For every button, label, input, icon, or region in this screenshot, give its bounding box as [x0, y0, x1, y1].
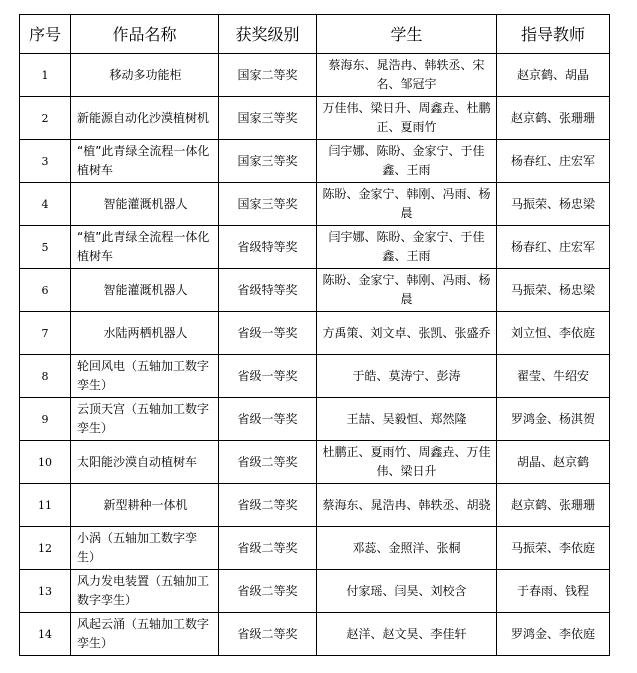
- row-advisors: 杨春红、庄宏军: [497, 140, 610, 183]
- row-work-name: 太阳能沙漠自动植树车: [71, 441, 219, 484]
- row-advisors: 赵京鹤、胡晶: [497, 54, 610, 97]
- row-index: 11: [20, 484, 71, 527]
- row-index: 10: [20, 441, 71, 484]
- row-award-level: 省级二等奖: [219, 484, 317, 527]
- row-award-level: 省级二等奖: [219, 570, 317, 613]
- row-work-name: 风力发电装置（五轴加工数字孪生）: [71, 570, 219, 613]
- row-advisors: 杨春红、庄宏军: [497, 226, 610, 269]
- row-students: 赵洋、赵文昊、李佳轩: [317, 613, 497, 656]
- row-work-name: 智能灌溉机器人: [71, 183, 219, 226]
- row-award-level: 省级二等奖: [219, 441, 317, 484]
- row-work-name: 智能灌溉机器人: [71, 269, 219, 312]
- header-advisors: 指导教师: [497, 15, 610, 54]
- row-students: 邓蕊、金照洋、张桐: [317, 527, 497, 570]
- table-row: [20, 484, 610, 527]
- row-index: 12: [20, 527, 71, 570]
- row-advisors: 翟莹、牛绍安: [497, 355, 610, 398]
- row-work-name: “植”此青绿全流程一体化植树车: [71, 140, 219, 183]
- row-index: 6: [20, 269, 71, 312]
- row-advisors: 罗鸿金、杨淇贺: [497, 398, 610, 441]
- row-students: 杜鹏正、夏雨竹、周鑫垚、万佳伟、梁日升: [317, 441, 497, 484]
- row-award-level: 省级特等奖: [219, 226, 317, 269]
- row-advisors: 赵京鹤、张珊珊: [497, 484, 610, 527]
- row-index: 13: [20, 570, 71, 613]
- row-index: 14: [20, 613, 71, 656]
- table-row: [20, 441, 610, 484]
- header-work-name: 作品名称: [71, 15, 219, 54]
- row-index: 1: [20, 54, 71, 97]
- row-advisors: 马振荣、李依庭: [497, 527, 610, 570]
- table-row: [20, 527, 610, 570]
- row-award-level: 省级二等奖: [219, 527, 317, 570]
- row-students: 付家瑶、闫昊、刘校含: [317, 570, 497, 613]
- row-award-level: 国家三等奖: [219, 97, 317, 140]
- awards-table: [19, 14, 610, 656]
- row-index: 5: [20, 226, 71, 269]
- row-award-level: 省级二等奖: [219, 613, 317, 656]
- row-index: 2: [20, 97, 71, 140]
- row-advisors: 罗鸿金、李依庭: [497, 613, 610, 656]
- header-award-level: 获奖级别: [219, 15, 317, 54]
- row-students: 方禹策、刘文卓、张凯、张盛乔: [317, 312, 497, 355]
- row-students: 蔡海东、晁浩冉、韩轶丞、宋名、邹冠宇: [317, 54, 497, 97]
- row-students: 万佳伟、梁日升、周鑫垚、杜鹏正、夏雨竹: [317, 97, 497, 140]
- row-index: 7: [20, 312, 71, 355]
- row-students: 陈盼、金家宁、韩刚、冯雨、杨晨: [317, 269, 497, 312]
- table-row: [20, 226, 610, 269]
- row-award-level: 国家三等奖: [219, 140, 317, 183]
- row-award-level: 省级一等奖: [219, 355, 317, 398]
- header-index: 序号: [20, 15, 71, 54]
- table-row: [20, 398, 610, 441]
- row-students: 于皓、莫涛宁、彭涛: [317, 355, 497, 398]
- row-students: 蔡海东、晁浩冉、韩轶丞、胡骁: [317, 484, 497, 527]
- row-work-name: 移动多功能柜: [71, 54, 219, 97]
- row-award-level: 省级一等奖: [219, 312, 317, 355]
- table-row: [20, 570, 610, 613]
- row-students: 闫宇娜、陈盼、金家宁、于佳鑫、王雨: [317, 226, 497, 269]
- table-header-row: [20, 15, 610, 54]
- table-row: [20, 183, 610, 226]
- row-index: 3: [20, 140, 71, 183]
- table-row: [20, 140, 610, 183]
- row-advisors: 于春雨、钱程: [497, 570, 610, 613]
- table-row: [20, 613, 610, 656]
- row-advisors: 赵京鹤、张珊珊: [497, 97, 610, 140]
- row-students: 闫宇娜、陈盼、金家宁、于佳鑫、王雨: [317, 140, 497, 183]
- row-award-level: 国家三等奖: [219, 183, 317, 226]
- row-index: 9: [20, 398, 71, 441]
- row-advisors: 马振荣、杨忠梁: [497, 183, 610, 226]
- row-award-level: 省级特等奖: [219, 269, 317, 312]
- row-work-name: “植”此青绿全流程一体化植树车: [71, 226, 219, 269]
- row-index: 8: [20, 355, 71, 398]
- row-advisors: 刘立恒、李依庭: [497, 312, 610, 355]
- row-work-name: 水陆两栖机器人: [71, 312, 219, 355]
- row-work-name: 云顶天宫（五轴加工数字孪生）: [71, 398, 219, 441]
- table-row: [20, 97, 610, 140]
- row-advisors: 马振荣、杨忠梁: [497, 269, 610, 312]
- row-index: 4: [20, 183, 71, 226]
- table-row: [20, 269, 610, 312]
- row-students: 陈盼、金家宁、韩刚、冯雨、杨晨: [317, 183, 497, 226]
- row-award-level: 国家二等奖: [219, 54, 317, 97]
- row-award-level: 省级一等奖: [219, 398, 317, 441]
- row-work-name: 风起云涌（五轴加工数字孪生）: [71, 613, 219, 656]
- row-advisors: 胡晶、赵京鹤: [497, 441, 610, 484]
- row-work-name: 轮回风电（五轴加工数字孪生）: [71, 355, 219, 398]
- header-students: 学生: [317, 15, 497, 54]
- row-work-name: 新型耕种一体机: [71, 484, 219, 527]
- table-row: [20, 355, 610, 398]
- table-row: [20, 54, 610, 97]
- table-row: [20, 312, 610, 355]
- row-students: 王喆、吴毅恒、郑然隆: [317, 398, 497, 441]
- row-work-name: 新能源自动化沙漠植树机: [71, 97, 219, 140]
- row-work-name: 小涡（五轴加工数字孪生）: [71, 527, 219, 570]
